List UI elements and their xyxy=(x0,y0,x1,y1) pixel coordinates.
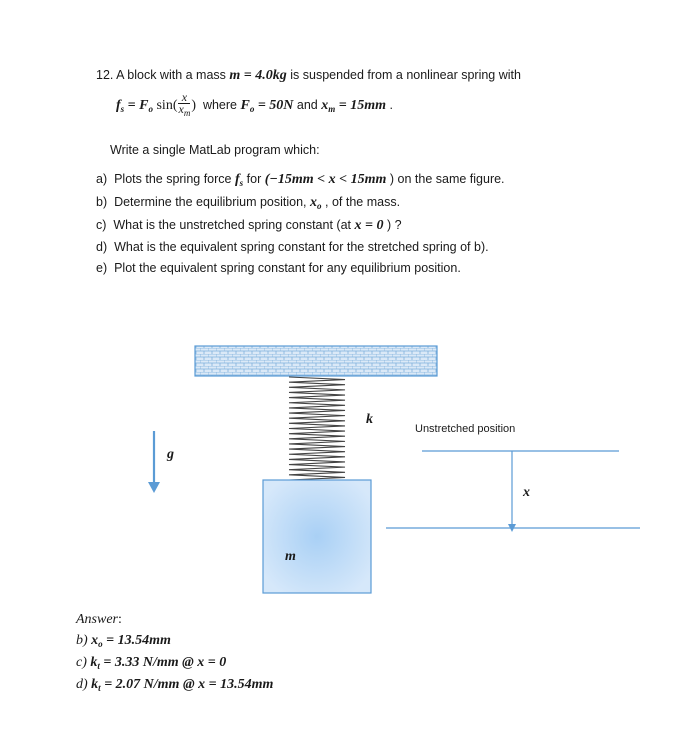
spring xyxy=(289,377,345,480)
task-text: Plot the equivalent spring constant for any equilibrium position. xyxy=(114,261,461,275)
answer-title xyxy=(76,612,122,628)
answer-title-text: Answer xyxy=(76,612,118,627)
fo-value: = 50N xyxy=(257,97,294,113)
answer-title-colon: : xyxy=(118,612,122,627)
answer-var: k xyxy=(90,655,98,670)
answer-sub: t xyxy=(98,683,101,693)
task-marker: d) xyxy=(96,240,108,254)
task-text-post: ) ? xyxy=(386,218,402,232)
fo-symbol: F xyxy=(240,97,250,113)
spring-label: k xyxy=(366,412,373,427)
fraction-denominator: x xyxy=(178,102,184,116)
instruction: Write a single MatLab program which: xyxy=(110,143,320,157)
period: . xyxy=(389,97,393,112)
mass-label: m xyxy=(285,549,296,564)
intro-prefix: 12. A block with a mass xyxy=(96,68,226,82)
answer-b xyxy=(76,633,171,649)
task-math: x xyxy=(310,195,318,210)
task-text: Determine the equilibrium position, xyxy=(114,195,307,209)
task-marker: e) xyxy=(96,261,108,275)
force-fn: sin( xyxy=(156,97,178,113)
task-text-post: , of the mass. xyxy=(325,195,401,209)
answer-d xyxy=(76,677,273,693)
ceiling-support xyxy=(195,346,437,376)
task-math-range: (−15mm < x < 15mm xyxy=(264,172,387,187)
gravity-label: g xyxy=(167,447,174,462)
answer-value: = 3.33 N/mm @ x = 0 xyxy=(103,655,227,670)
xm-symbol: x xyxy=(321,97,329,113)
fraction-denominator-sub: m xyxy=(183,108,191,118)
task-text-post: ) on the same figure. xyxy=(389,172,505,186)
and-text: and xyxy=(296,97,318,112)
task-math-sub: o xyxy=(317,201,322,211)
force-lhs-sub: s xyxy=(120,103,125,114)
answer-label: d) xyxy=(76,677,88,692)
force-close: ) xyxy=(191,97,196,113)
task-marker: a) xyxy=(96,172,108,186)
intro-suffix: is suspended from a nonlinear spring with xyxy=(290,68,521,82)
answer-var: k xyxy=(91,677,99,692)
gravity-arrow xyxy=(148,431,160,493)
task-text: What is the unstretched spring constant (at xyxy=(113,218,351,232)
answer-value: = 2.07 N/mm @ x = 13.54mm xyxy=(104,677,274,692)
fo-sub: o xyxy=(249,103,255,114)
where-text: where xyxy=(202,97,237,112)
task-math: x = 0 xyxy=(354,218,384,233)
displacement-label: x xyxy=(523,485,530,500)
force-eq-sub: o xyxy=(148,103,153,114)
answer-value: = 13.54mm xyxy=(106,633,171,648)
answer-sub: o xyxy=(98,639,103,649)
answer-var: x xyxy=(91,633,99,648)
force-eq: = F xyxy=(127,97,149,113)
fraction-numerator: x xyxy=(178,92,190,104)
xm-value: = 15mm xyxy=(338,97,387,113)
unstretched-label: Unstretched position xyxy=(415,423,516,435)
task-text: Plots the spring force xyxy=(114,172,232,186)
answer-sub: t xyxy=(97,661,100,671)
task-text: What is the equivalent spring constant for the stretched spring of b). xyxy=(114,240,489,254)
xm-sub: m xyxy=(328,103,336,114)
task-text-mid: for xyxy=(246,172,262,186)
answer-c xyxy=(76,655,226,671)
answer-label: c) xyxy=(76,655,87,670)
displacement-arrow xyxy=(508,451,516,532)
answer-label: b) xyxy=(76,633,88,648)
mass-expression: m = 4.0kg xyxy=(229,68,287,83)
task-math: f xyxy=(234,172,240,187)
force-lhs: f xyxy=(116,97,121,113)
task-math-sub: s xyxy=(239,178,244,188)
task-marker: c) xyxy=(96,218,107,232)
task-marker: b) xyxy=(96,195,108,209)
mass-block xyxy=(263,480,371,593)
